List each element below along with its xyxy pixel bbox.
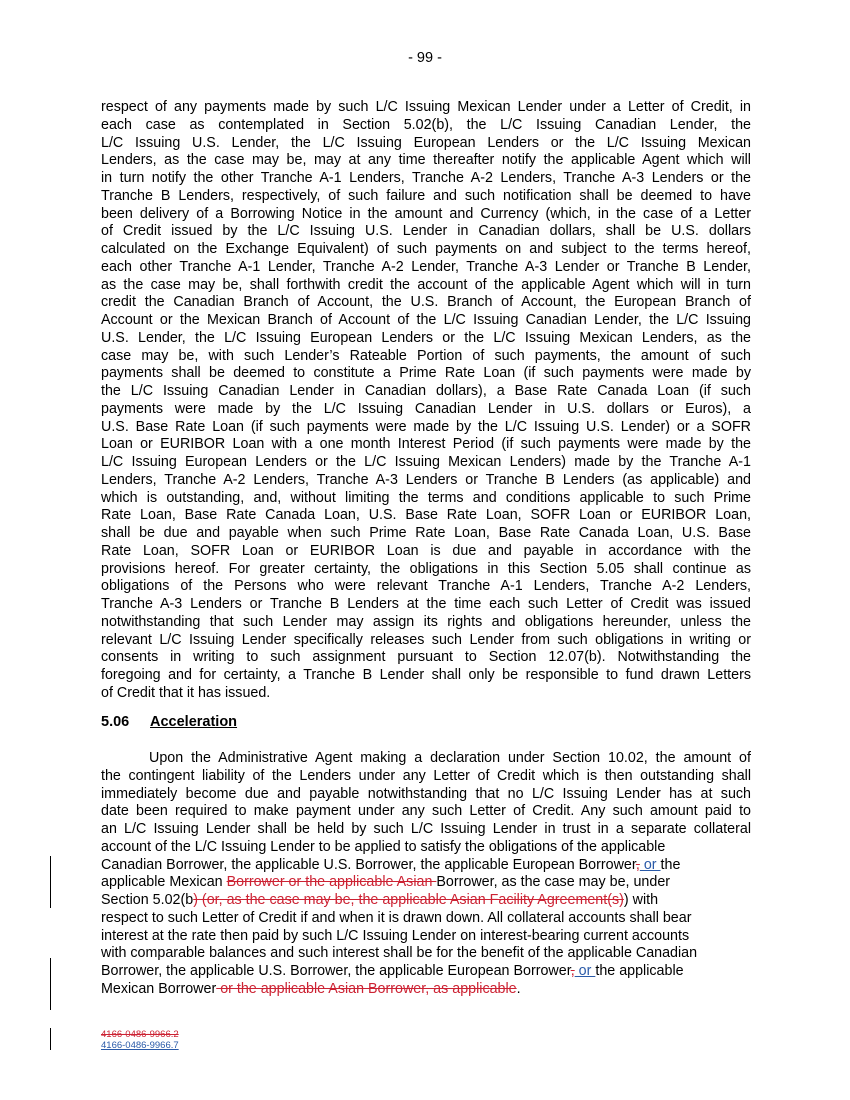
deleted-text: , <box>635 856 640 873</box>
deleted-text: ) (or, as the case may be, the applicable Asian Facility Agreement(s) <box>193 892 624 908</box>
paragraph-line: relevant L/C Issuing Lender specifically releases such Lender from such obligations in writing or <box>101 631 751 648</box>
text-run: Mexican Borrower <box>101 980 217 997</box>
paragraph-line: foregoing and for certainty, a Tranche B Lender shall only be responsible to fund drawn Letters <box>101 667 751 683</box>
para2-line: the contingent liability of the Lenders under any Letter of Credit which is then outstanding shall <box>101 767 751 784</box>
deleted-text: or the applicable Asian Borrower, as applicable <box>216 980 517 997</box>
deleted-text: , <box>570 963 575 979</box>
paragraph-line: case may be, with such Lender’s Rateable Portion of such payments, the amount of such <box>101 347 751 364</box>
paragraph-line: provisions hereof. For greater certainty, the obligations in this Section 5.05 shall continue as <box>101 560 751 577</box>
paragraph-line: shall be due and payable when such Prime Rate Loan, Base Rate Canada Loan, U.S. Base <box>101 525 751 541</box>
paragraph-line: respect of any payments made by such L/C Issuing Mexican Lender under a Letter of Credit, in <box>101 99 751 115</box>
paragraph-line: consents in writing to such assignment pursuant to Section 12.07(b). Notwithstanding the <box>101 649 751 666</box>
text-run: Canadian Borrower, the applicable U.S. Borrower, the applicable European Borrower <box>101 856 636 873</box>
paragraph-line: payments were made by the L/C Issuing Canadian Lender in U.S. dollars or Euros), a <box>101 400 751 417</box>
para2-line-tracked-3 <box>101 892 751 910</box>
paragraph-line: each other Tranche A-1 Lender, Tranche A-2 Lender, Tranche A-3 Lender or Tranche B Lender, <box>101 258 751 275</box>
text-run: applicable Mexican <box>101 874 227 891</box>
text-run: the <box>660 856 681 873</box>
paragraph-line: Loan or EURIBOR Loan with a one month Interest Period (if such payments were made by the <box>101 436 751 453</box>
paragraph-line: Lenders, as the case may be, may at any time thereafter notify the applicable Agent which will <box>101 152 751 169</box>
section-heading-5-06 <box>101 714 237 730</box>
para2-line-tracked-4 <box>101 963 751 981</box>
paragraph-line: U.S. Base Rate Loan (if such payments were made by the L/C Issuing U.S. Lender) or a SOFR <box>101 418 751 435</box>
paragraph-5-05-continuation <box>101 99 751 703</box>
change-bar <box>50 856 51 908</box>
para2-line-tracked-5 <box>101 981 751 999</box>
paragraph-line: notwithstanding that such Lender may assign its rights and obligations hereunder, unless the <box>101 613 751 630</box>
para2-line: date been required to make payment under any such Letter of Credit. Any such amount paid to <box>101 803 751 820</box>
para2-line: immediately become due and payable notwithstanding that no L/C Issuing Lender has at such <box>101 785 751 802</box>
change-bar <box>50 958 51 1010</box>
text-run: ) with <box>623 892 659 908</box>
paragraph-line: which is outstanding, and, without limiting the terms and conditions applicable to such Prime <box>101 489 751 506</box>
text-run: Section 5.02(b <box>101 892 194 908</box>
paragraph-line: in turn notify the other Tranche A-1 Lenders, Tranche A-2 Lenders, Tranche A-3 Lenders or the <box>101 170 751 186</box>
paragraph-line: Lenders, Tranche A-2 Lenders, Tranche A-3 Lenders or Tranche B Lenders (as applicable) and <box>101 471 751 488</box>
paragraph-line: as the case may be, shall forthwith credit the account of the applicable Agent which will in turn <box>101 276 751 293</box>
para2-line: Upon the Administrative Agent making a declaration under Section 10.02, the amount of <box>149 750 751 766</box>
paragraph-line: been delivery of a Borrowing Notice in the amount and Currency (which, in the case of a Letter <box>101 205 751 222</box>
page-number: - 99 - <box>408 50 442 66</box>
deleted-text: Borrower or the applicable Asian <box>226 874 437 891</box>
paragraph-line: L/C Issuing U.S. Lender, the L/C Issuing European Lenders or the L/C Issuing Mexican <box>101 134 751 151</box>
para2-line: an L/C Issuing Lender shall be held by such L/C Issuing Lender in trust in a separate collateral <box>101 821 751 837</box>
paragraph-line: payments shall be deemed to constitute a Prime Rate Loan (if such payments were made by <box>101 365 751 382</box>
text-run: Borrower, as the case may be, under <box>436 874 671 891</box>
paragraph-line: the L/C Issuing Canadian Lender in Canadian dollars), a Base Rate Canada Loan (if such <box>101 383 751 399</box>
new-document-id: 4166-0486-9966.7 <box>101 1040 179 1051</box>
para2-line-tracked-2 <box>101 874 751 892</box>
para2-line: with comparable balances and such interest shall be for the benefit of the applicable Canadian <box>101 945 698 962</box>
paragraph-line: each case as contemplated in Section 5.02(b), the L/C Issuing Canadian Lender, the <box>101 116 751 133</box>
text-run: . <box>516 980 521 997</box>
para2-line-tracked-1 <box>101 857 751 875</box>
paragraph-line: Tranche A-3 Lenders or Tranche B Lenders at the time each such Letter of Credit was issued <box>101 596 751 612</box>
paragraph-line: calculated on the Exchange Equivalent) of such payments on and subject to the terms hereof, <box>101 241 751 257</box>
paragraph-5-06-acceleration <box>101 750 751 999</box>
paragraph-line: Tranche B Lenders, respectively, of such failure and such notification shall be deemed to have <box>101 187 751 204</box>
inserted-text: or <box>574 963 596 979</box>
paragraph-line: Account or the Mexican Branch of Account of the L/C Issuing Canadian Lender, the L/C Issuing <box>101 312 751 328</box>
paragraph-line: credit the Canadian Branch of Account, the U.S. Branch of Account, the European Branch of <box>101 294 751 311</box>
paragraph-line: obligations of the Persons who were relevant Tranche A-1 Lenders, Tranche A-2 Lenders, <box>101 578 751 595</box>
section-title: Acceleration <box>150 714 238 730</box>
inserted-text: or <box>639 856 661 873</box>
section-number: 5.06 <box>101 714 130 730</box>
text-run: Borrower, the applicable U.S. Borrower, the applicable European Borrower <box>101 963 571 979</box>
paragraph-line: of Credit issued by the L/C Issuing U.S. Lender in Canadian dollars, shall be U.S. dollars <box>101 223 751 240</box>
text-run: the applicable <box>595 963 684 979</box>
para2-line: respect to such Letter of Credit if and when it is drawn down. All collateral accounts shall bear <box>101 909 692 926</box>
para2-line: account of the L/C Issuing Lender to be applied to satisfy the obligations of the applicable <box>101 838 666 855</box>
old-document-id: 4166-0486-9966.2 <box>101 1029 179 1040</box>
paragraph-line: Rate Loan, SOFR Loan or EURIBOR Loan is due and payable in accordance with the <box>101 542 751 559</box>
paragraph-line: L/C Issuing European Lenders or the L/C Issuing Mexican Lenders) made by the Tranche A-1 <box>101 454 751 470</box>
para2-line: interest at the rate then paid by such L/C Issuing Lender on interest-bearing current accounts <box>101 927 690 944</box>
paragraph-line: Rate Loan, Base Rate Canada Loan, U.S. Base Rate Loan, SOFR Loan or EURIBOR Loan, <box>101 507 751 524</box>
footer-document-id <box>101 1029 179 1051</box>
paragraph-line: U.S. Lender, the L/C Issuing European Lenders or the L/C Issuing Mexican Lenders, as the <box>101 329 751 346</box>
paragraph-line: of Credit that it has issued. <box>101 684 271 701</box>
change-bar <box>50 1028 51 1050</box>
